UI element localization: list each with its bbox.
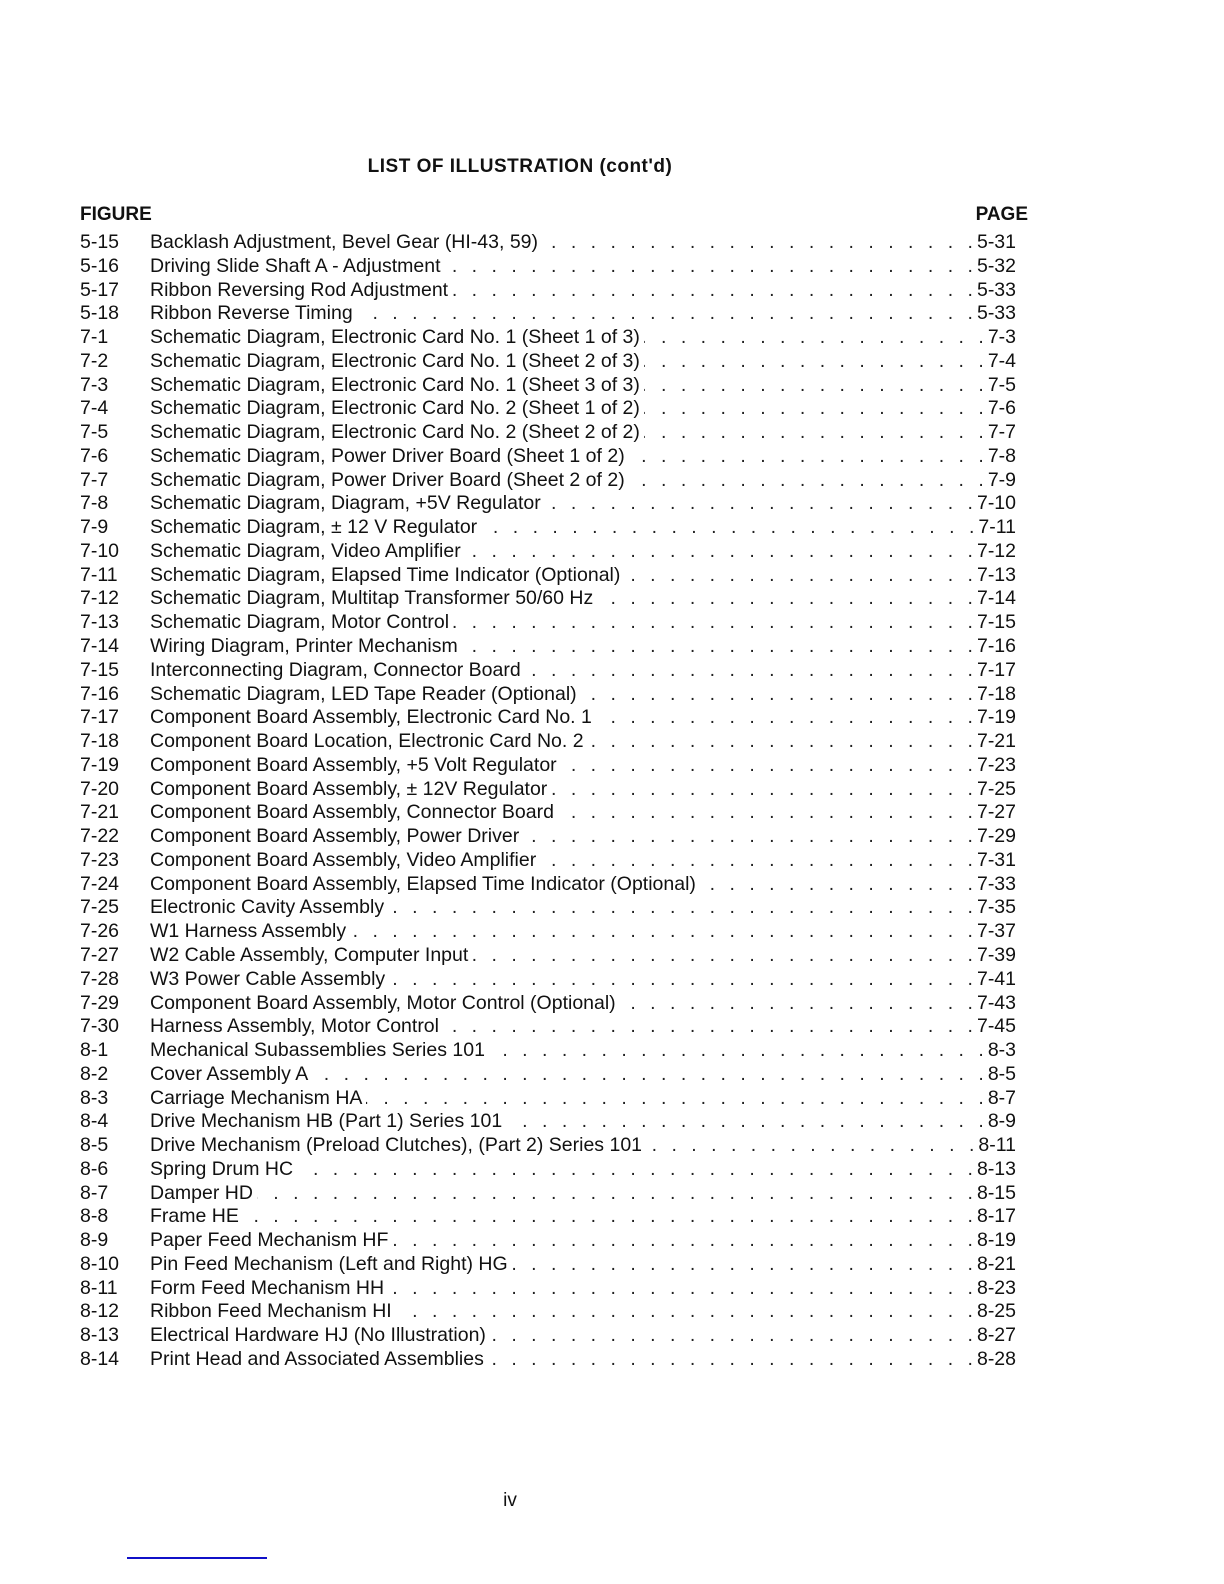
page-ref: 8-15 bbox=[976, 1181, 1016, 1204]
page-ref: 7-3 bbox=[987, 326, 1016, 349]
list-item bbox=[80, 279, 1016, 303]
figure-number: 8-14 bbox=[80, 1347, 120, 1370]
page-ref: 7-4 bbox=[987, 349, 1016, 372]
figure-title: Schematic Diagram, Power Driver Board (Sheet 2 of 2) bbox=[150, 468, 625, 491]
page-column-header: PAGE bbox=[975, 204, 1028, 225]
figure-title: Component Board Assembly, Power Driver bbox=[150, 825, 520, 848]
list-item bbox=[80, 825, 1016, 849]
dot-leader bbox=[644, 350, 984, 374]
figure-number: 7-6 bbox=[80, 444, 109, 467]
page-ref: 7-16 bbox=[976, 635, 1016, 658]
figure-number: 7-19 bbox=[80, 753, 120, 776]
dot-leader bbox=[588, 730, 973, 754]
dot-leader bbox=[257, 1182, 973, 1206]
dot-leader bbox=[644, 397, 984, 421]
figure-title: Schematic Diagram, Video Amplifier bbox=[150, 539, 461, 562]
figure-number: 8-1 bbox=[80, 1039, 109, 1062]
page-ref: 8-21 bbox=[976, 1252, 1016, 1275]
figure-number: 7-14 bbox=[80, 635, 120, 658]
page-ref: 7-45 bbox=[976, 1015, 1016, 1038]
figure-column-header: FIGURE bbox=[80, 204, 152, 225]
page-ref: 8-19 bbox=[976, 1229, 1016, 1252]
page-ref: 7-43 bbox=[976, 991, 1016, 1014]
figure-title: Schematic Diagram, Electronic Card No. 2 (Sheet 1 of 2) bbox=[150, 397, 640, 420]
page-title: LIST OF ILLUSTRATION (cont'd) bbox=[367, 156, 673, 177]
figure-title: Harness Assembly, Motor Control bbox=[150, 1015, 439, 1038]
figure-title: Form Feed Mechanism HH bbox=[150, 1276, 385, 1299]
list-item bbox=[80, 1300, 1016, 1324]
list-item bbox=[80, 1134, 1016, 1158]
page-ref: 8-28 bbox=[976, 1347, 1016, 1370]
dot-leader bbox=[389, 968, 973, 992]
list-item bbox=[80, 350, 1016, 374]
figure-number: 7-28 bbox=[80, 967, 120, 990]
list-item bbox=[80, 849, 1016, 873]
page-ref: 7-31 bbox=[976, 848, 1016, 871]
figure-title: Component Board Assembly, +5 Volt Regulator bbox=[150, 753, 557, 776]
figure-number: 7-10 bbox=[80, 539, 120, 562]
list-item bbox=[80, 564, 1016, 588]
dot-leader bbox=[597, 587, 973, 611]
list-item bbox=[80, 397, 1016, 421]
list-item bbox=[80, 896, 1016, 920]
dot-leader bbox=[488, 1348, 973, 1372]
list-item bbox=[80, 492, 1016, 516]
page-ref: 5-33 bbox=[976, 278, 1016, 301]
figure-number: 7-15 bbox=[80, 658, 120, 681]
dot-leader bbox=[350, 920, 973, 944]
list-item bbox=[80, 1063, 1016, 1087]
figure-title: Component Board Location, Electronic Card No. 2 bbox=[150, 730, 584, 753]
dot-leader bbox=[644, 421, 984, 445]
dot-leader bbox=[646, 1134, 974, 1158]
page-ref: 8-7 bbox=[987, 1086, 1016, 1109]
list-item bbox=[80, 231, 1016, 255]
dot-leader bbox=[357, 302, 973, 326]
figure-number: 8-5 bbox=[80, 1134, 109, 1157]
page-ref: 7-6 bbox=[987, 397, 1016, 420]
list-item bbox=[80, 683, 1016, 707]
figure-number: 7-8 bbox=[80, 492, 109, 515]
list-item bbox=[80, 255, 1016, 279]
figure-title: Frame HE bbox=[150, 1205, 239, 1228]
list-item bbox=[80, 1015, 1016, 1039]
figure-title: Schematic Diagram, ± 12 V Regulator bbox=[150, 516, 478, 539]
dot-leader bbox=[465, 540, 973, 564]
figure-number: 7-25 bbox=[80, 896, 120, 919]
figure-title: Component Board Assembly, ± 12V Regulator bbox=[150, 777, 548, 800]
figure-number: 7-11 bbox=[80, 563, 118, 586]
dot-leader bbox=[392, 1229, 973, 1253]
page-ref: 7-41 bbox=[976, 967, 1016, 990]
dot-leader bbox=[561, 754, 973, 778]
page-ref: 7-35 bbox=[976, 896, 1016, 919]
list-item bbox=[80, 873, 1016, 897]
figure-number: 5-17 bbox=[80, 278, 120, 301]
figure-title: Driving Slide Shaft A - Adjustment bbox=[150, 254, 441, 277]
figure-number: 7-23 bbox=[80, 848, 120, 871]
dot-leader bbox=[396, 1300, 973, 1324]
figure-number: 7-12 bbox=[80, 587, 120, 610]
figure-title: Drive Mechanism HB (Part 1) Series 101 bbox=[150, 1110, 503, 1133]
dot-leader bbox=[512, 1253, 973, 1277]
figure-title: Component Board Assembly, Motor Control (Optional) bbox=[150, 991, 616, 1014]
dot-leader bbox=[551, 778, 973, 802]
dot-leader bbox=[644, 374, 984, 398]
dot-leader bbox=[506, 1110, 984, 1134]
dot-leader bbox=[629, 445, 984, 469]
list-item bbox=[80, 968, 1016, 992]
figure-number: 7-22 bbox=[80, 825, 120, 848]
figure-number: 8-12 bbox=[80, 1300, 120, 1323]
figure-number: 7-18 bbox=[80, 730, 120, 753]
dot-leader bbox=[620, 992, 973, 1016]
list-item bbox=[80, 469, 1016, 493]
dot-leader bbox=[629, 469, 984, 493]
list-item bbox=[80, 659, 1016, 683]
page-ref: 8-25 bbox=[976, 1300, 1016, 1323]
figure-number: 7-1 bbox=[80, 326, 109, 349]
page-ref: 7-7 bbox=[987, 421, 1016, 444]
page-number: iv bbox=[503, 1490, 517, 1511]
list-item bbox=[80, 1039, 1016, 1063]
figure-number: 8-6 bbox=[80, 1157, 109, 1180]
figure-title: Paper Feed Mechanism HF bbox=[150, 1229, 389, 1252]
figure-title: Schematic Diagram, Electronic Card No. 1 (Sheet 3 of 3) bbox=[150, 373, 640, 396]
figure-title: Damper HD bbox=[150, 1181, 253, 1204]
list-item bbox=[80, 374, 1016, 398]
figure-number: 8-9 bbox=[80, 1229, 109, 1252]
figure-title: Schematic Diagram, Motor Control bbox=[150, 611, 450, 634]
figure-title: W1 Harness Assembly bbox=[150, 920, 347, 943]
dot-leader bbox=[443, 1015, 973, 1039]
list-item bbox=[80, 944, 1016, 968]
page-ref: 7-5 bbox=[987, 373, 1016, 396]
figure-title: Schematic Diagram, Elapsed Time Indicator (Optional) bbox=[150, 563, 621, 586]
figure-title: Component Board Assembly, Electronic Card No. 1 bbox=[150, 706, 592, 729]
page-ref: 8-27 bbox=[976, 1324, 1016, 1347]
figure-number: 7-30 bbox=[80, 1015, 120, 1038]
figure-number: 8-13 bbox=[80, 1324, 120, 1347]
figure-number: 7-3 bbox=[80, 373, 109, 396]
figure-title: Wiring Diagram, Printer Mechanism bbox=[150, 635, 458, 658]
figure-number: 5-16 bbox=[80, 254, 120, 277]
figure-title: Component Board Assembly, Connector Board bbox=[150, 801, 554, 824]
figure-number: 7-5 bbox=[80, 421, 109, 444]
figure-title: Schematic Diagram, Electronic Card No. 2 (Sheet 2 of 2) bbox=[150, 421, 640, 444]
list-item bbox=[80, 516, 1016, 540]
dot-leader bbox=[525, 659, 973, 683]
dot-leader bbox=[444, 255, 972, 279]
dot-leader bbox=[462, 635, 973, 659]
figure-title: Electronic Cavity Assembly bbox=[150, 896, 385, 919]
list-item bbox=[80, 730, 1016, 754]
figure-title: Electrical Hardware HJ (No Illustration) bbox=[150, 1324, 486, 1347]
figure-title: Spring Drum HC bbox=[150, 1157, 294, 1180]
figure-title: Schematic Diagram, Multitap Transformer 50/60 Hz bbox=[150, 587, 594, 610]
illustration-list bbox=[80, 231, 1016, 1372]
list-item bbox=[80, 920, 1016, 944]
dot-leader bbox=[545, 492, 973, 516]
figure-title: Component Board Assembly, Video Amplifier bbox=[150, 848, 537, 871]
list-item bbox=[80, 635, 1016, 659]
list-item bbox=[80, 587, 1016, 611]
figure-title: Schematic Diagram, Diagram, +5V Regulator bbox=[150, 492, 541, 515]
page-ref: 7-9 bbox=[987, 468, 1016, 491]
figure-title: Ribbon Feed Mechanism HI bbox=[150, 1300, 392, 1323]
dot-leader bbox=[581, 683, 973, 707]
page-ref: 8-11 bbox=[978, 1134, 1016, 1157]
page-ref: 7-14 bbox=[976, 587, 1016, 610]
dot-leader bbox=[542, 231, 973, 255]
figure-number: 7-2 bbox=[80, 349, 109, 372]
list-item bbox=[80, 611, 1016, 635]
figure-title: Pin Feed Mechanism (Left and Right) HG bbox=[150, 1252, 508, 1275]
dot-leader bbox=[490, 1324, 973, 1348]
dot-leader bbox=[452, 279, 973, 303]
list-item bbox=[80, 1182, 1016, 1206]
page-ref: 7-12 bbox=[976, 539, 1016, 562]
page-ref: 7-10 bbox=[976, 492, 1016, 515]
dot-leader bbox=[700, 873, 973, 897]
dot-leader bbox=[489, 1039, 984, 1063]
dot-leader bbox=[596, 706, 973, 730]
figure-title: Schematic Diagram, Electronic Card No. 1 (Sheet 2 of 3) bbox=[150, 349, 640, 372]
figure-title: Carriage Mechanism HA bbox=[150, 1086, 363, 1109]
figure-number: 7-24 bbox=[80, 872, 120, 895]
page-ref: 7-8 bbox=[987, 444, 1016, 467]
list-item bbox=[80, 992, 1016, 1016]
figure-number: 5-18 bbox=[80, 302, 120, 325]
page-ref: 8-17 bbox=[976, 1205, 1016, 1228]
list-item bbox=[80, 1277, 1016, 1301]
page-ref: 5-33 bbox=[976, 302, 1016, 325]
figure-number: 5-15 bbox=[80, 231, 120, 253]
figure-title: Backlash Adjustment, Bevel Gear (HI-43, 59) bbox=[150, 231, 539, 253]
figure-number: 7-7 bbox=[80, 468, 109, 491]
page-ref: 7-37 bbox=[976, 920, 1016, 943]
page-ref: 7-29 bbox=[976, 825, 1016, 848]
figure-title: Mechanical Subassemblies Series 101 bbox=[150, 1039, 485, 1062]
list-item bbox=[80, 1110, 1016, 1134]
list-item bbox=[80, 1087, 1016, 1111]
dot-leader bbox=[558, 801, 973, 825]
page-ref: 7-15 bbox=[976, 611, 1016, 634]
page-ref: 7-33 bbox=[976, 872, 1016, 895]
page-ref: 8-9 bbox=[987, 1110, 1016, 1133]
list-item bbox=[80, 421, 1016, 445]
figure-number: 8-3 bbox=[80, 1086, 109, 1109]
dot-leader bbox=[624, 564, 973, 588]
dot-leader bbox=[472, 944, 973, 968]
page-ref: 7-21 bbox=[976, 730, 1016, 753]
page-ref: 5-32 bbox=[976, 254, 1016, 277]
figure-title: W3 Power Cable Assembly bbox=[150, 967, 386, 990]
figure-number: 7-13 bbox=[80, 611, 120, 634]
list-item bbox=[80, 778, 1016, 802]
figure-number: 8-7 bbox=[80, 1181, 109, 1204]
page-ref: 7-25 bbox=[976, 777, 1016, 800]
figure-number: 8-8 bbox=[80, 1205, 109, 1228]
dot-leader bbox=[453, 611, 973, 635]
figure-title: Print Head and Associated Assemblies bbox=[150, 1347, 484, 1370]
figure-number: 8-4 bbox=[80, 1110, 109, 1133]
figure-title: Schematic Diagram, Power Driver Board (Sheet 1 of 2) bbox=[150, 444, 625, 467]
list-item bbox=[80, 302, 1016, 326]
figure-number: 7-20 bbox=[80, 777, 120, 800]
dot-leader bbox=[312, 1063, 984, 1087]
figure-title: Component Board Assembly, Elapsed Time Indicator (Optional) bbox=[150, 872, 696, 895]
figure-number: 7-29 bbox=[80, 991, 120, 1014]
figure-number: 7-17 bbox=[80, 706, 120, 729]
dot-leader bbox=[540, 849, 973, 873]
figure-title: Ribbon Reversing Rod Adjustment bbox=[150, 278, 449, 301]
page-ref: 7-27 bbox=[976, 801, 1016, 824]
page-ref: 7-19 bbox=[976, 706, 1016, 729]
list-item bbox=[80, 801, 1016, 825]
page-ref: 8-3 bbox=[987, 1039, 1016, 1062]
list-item bbox=[80, 1348, 1016, 1372]
page-ref: 7-18 bbox=[976, 682, 1016, 705]
figure-number: 7-27 bbox=[80, 943, 120, 966]
dot-leader bbox=[388, 896, 973, 920]
figure-title: W2 Cable Assembly, Computer Input bbox=[150, 943, 469, 966]
list-item bbox=[80, 706, 1016, 730]
page-ref: 8-23 bbox=[976, 1276, 1016, 1299]
list-item bbox=[80, 754, 1016, 778]
figure-number: 7-16 bbox=[80, 682, 120, 705]
list-item bbox=[80, 1205, 1016, 1229]
page-ref: 7-39 bbox=[976, 943, 1016, 966]
dot-leader bbox=[297, 1158, 973, 1182]
figure-number: 8-2 bbox=[80, 1062, 109, 1085]
list-item bbox=[80, 326, 1016, 350]
page-ref: 7-17 bbox=[976, 658, 1016, 681]
dot-leader bbox=[243, 1205, 973, 1229]
figure-number: 8-10 bbox=[80, 1252, 120, 1275]
figure-title: Cover Assembly A bbox=[150, 1062, 309, 1085]
page-ref: 8-5 bbox=[987, 1062, 1016, 1085]
list-item bbox=[80, 1229, 1016, 1253]
page-ref: 5-31 bbox=[976, 231, 1016, 253]
dot-leader bbox=[481, 516, 974, 540]
figure-title: Schematic Diagram, Electronic Card No. 1 (Sheet 1 of 3) bbox=[150, 326, 640, 349]
dot-leader bbox=[366, 1087, 983, 1111]
figure-title: Interconnecting Diagram, Connector Board bbox=[150, 658, 521, 681]
dot-leader bbox=[523, 825, 973, 849]
figure-number: 7-9 bbox=[80, 516, 109, 539]
figure-title: Schematic Diagram, LED Tape Reader (Optional) bbox=[150, 682, 577, 705]
figure-number: 7-21 bbox=[80, 801, 120, 824]
list-item bbox=[80, 445, 1016, 469]
list-item bbox=[80, 1158, 1016, 1182]
list-item bbox=[80, 1253, 1016, 1277]
dot-leader bbox=[388, 1277, 973, 1301]
figure-number: 8-11 bbox=[80, 1276, 118, 1299]
dot-leader bbox=[644, 326, 984, 350]
page-ref: 8-13 bbox=[976, 1157, 1016, 1180]
figure-title: Drive Mechanism (Preload Clutches), (Part 2) Series 101 bbox=[150, 1134, 643, 1157]
list-item bbox=[80, 1324, 1016, 1348]
divider-line bbox=[127, 1557, 267, 1559]
figure-number: 7-26 bbox=[80, 920, 120, 943]
page-ref: 7-23 bbox=[976, 753, 1016, 776]
figure-title: Ribbon Reverse Timing bbox=[150, 302, 353, 325]
page-ref: 7-11 bbox=[978, 516, 1016, 539]
page-ref: 7-13 bbox=[976, 563, 1016, 586]
list-item bbox=[80, 540, 1016, 564]
figure-number: 7-4 bbox=[80, 397, 109, 420]
